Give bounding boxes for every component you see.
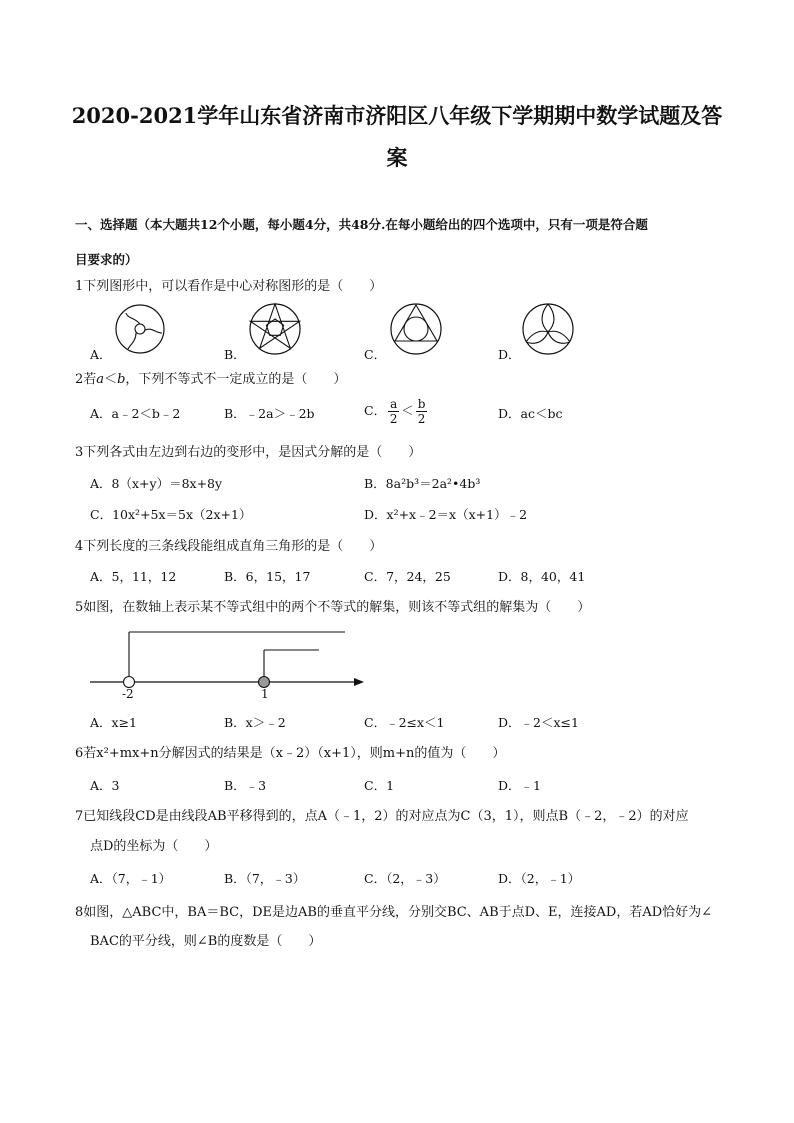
question-7-line-2: 点D的坐标为（ ）: [90, 839, 218, 854]
question-number: 2: [75, 372, 84, 387]
axis-label-neg2: -2: [122, 687, 134, 701]
question-text: 下列长度的三条线段能组成直角三角形的是（ ）: [83, 539, 383, 554]
q2-option-a: A．a﹣2＜b﹣2: [90, 406, 181, 421]
question-number: 7: [75, 809, 84, 824]
question-2: [75, 369, 725, 391]
figure-b-icon: [248, 302, 302, 356]
option-label: C．: [364, 403, 387, 418]
question-8: [75, 902, 725, 924]
less-than-sign: ＜: [401, 403, 414, 418]
section-heading-line-2: 目要求的）: [75, 252, 138, 267]
q1-option-c: C．: [364, 347, 387, 362]
q1-option-b: B．: [224, 347, 246, 362]
q7-option-d: D．（2，﹣1）: [498, 871, 581, 886]
question-1: [75, 276, 725, 298]
q4-option-d: D．8，40，41: [498, 569, 586, 584]
title-line-1: 2020-2021学年山东省济南市济阳区八年级下学期期中数学试题及答: [71, 103, 723, 128]
question-3: [75, 442, 725, 464]
q3-option-d: D．x²+x﹣2＝x（x+1）﹣2: [364, 507, 528, 522]
q7-option-c: C．（2，﹣3）: [364, 871, 446, 886]
fraction-a-over-2: [388, 397, 399, 426]
title-line-2: 案: [386, 145, 408, 170]
question-text: 下列各式由左边到右边的变形中，是因式分解的是（ ）: [83, 445, 422, 460]
question-6: [75, 743, 725, 765]
question-text: 若x²+mx+n分解因式的结果是（x﹣2）（x+1），则m+n的值为（ ）: [83, 746, 506, 761]
question-5: [75, 597, 725, 619]
section-heading-line-1: 一、选择题（本大题共12个小题，每小题4分，共48分.在每小题给出的四个选项中，只有一项是符合题: [75, 217, 648, 232]
question-prefix: 若: [83, 372, 97, 387]
q4-option-b: B．6，15，17: [224, 569, 311, 584]
q7-option-a: A．（7，﹣1）: [90, 871, 172, 886]
axis-label-1: 1: [261, 687, 269, 701]
q3-option-c: C．10x²+5x＝5x（2x+1）: [90, 507, 252, 522]
q6-option-c: C．1: [364, 778, 395, 793]
q6-option-d: D．﹣1: [498, 778, 541, 793]
q3-option-a: A．8（x+y）＝8x+8y: [90, 476, 223, 491]
question-text-line-1: 已知线段CD是由线段AB平移得到的，点A（﹣1，2）的对应点为C（3，1），则点B（﹣2，﹣2）的对应: [83, 809, 689, 824]
q4-option-a: A．5，11，12: [90, 569, 177, 584]
question-number: 6: [75, 746, 84, 761]
q4-option-c: C．7，24，25: [364, 569, 451, 584]
question-number: 8: [75, 905, 84, 920]
question-text: 下列图形中，可以看作是中心对称图形的是（ ）: [83, 279, 383, 294]
question-text: ，下列不等式不一定成立的是（ ）: [125, 372, 347, 387]
q1-option-d: D．: [498, 347, 521, 362]
question-7: [75, 806, 725, 828]
q2-option-c: [364, 397, 429, 426]
q6-option-b: B．﹣3: [224, 778, 267, 793]
fraction-denominator: 2: [389, 412, 398, 426]
fraction-numerator: a: [390, 397, 398, 411]
figure-c-icon: [389, 302, 443, 356]
question-number: 3: [75, 445, 84, 460]
q5-option-a: A．x≥1: [90, 715, 138, 730]
q5-option-b: B．x＞﹣2: [224, 715, 286, 730]
figure-a-icon: [114, 303, 166, 355]
question-text: 如图，在数轴上表示某不等式组中的两个不等式的解集，则该不等式组的解集为（ ）: [83, 600, 591, 615]
fraction-b-over-2: [416, 397, 428, 426]
fraction-denominator: 2: [417, 412, 426, 426]
question-number: 4: [75, 539, 84, 554]
figure-d-icon: [521, 302, 575, 356]
question-4: [75, 536, 725, 558]
q5-option-c: C．﹣2≤x＜1: [364, 715, 445, 730]
question-number: 5: [75, 600, 84, 615]
q5-option-d: D．﹣2＜x≤1: [498, 715, 579, 730]
fraction-numerator: b: [417, 397, 426, 411]
question-8-line-2: BAC的平分线，则∠B的度数是（ ）: [90, 934, 322, 949]
question-text-line-1: 如图，△ABC中，BA＝BC，DE是边AB的垂直平分线，分别交BC、AB于点D、E，连接AD，若AD恰好为∠: [83, 905, 713, 920]
question-number: 1: [75, 279, 84, 294]
q6-option-a: A．3: [90, 778, 120, 793]
q3-option-b: B．8a²b³＝2a²•4b³: [364, 476, 481, 491]
var-a: a: [96, 372, 105, 387]
q2-option-b: B．﹣2a＞﹣2b: [224, 406, 315, 421]
q7-option-b: B．（7，﹣3）: [224, 871, 306, 886]
var-b: b: [117, 372, 126, 387]
less-than-sign: ＜: [104, 372, 118, 387]
q1-option-a: A．: [90, 347, 112, 362]
q2-option-d: D．ac＜bc: [498, 406, 563, 421]
